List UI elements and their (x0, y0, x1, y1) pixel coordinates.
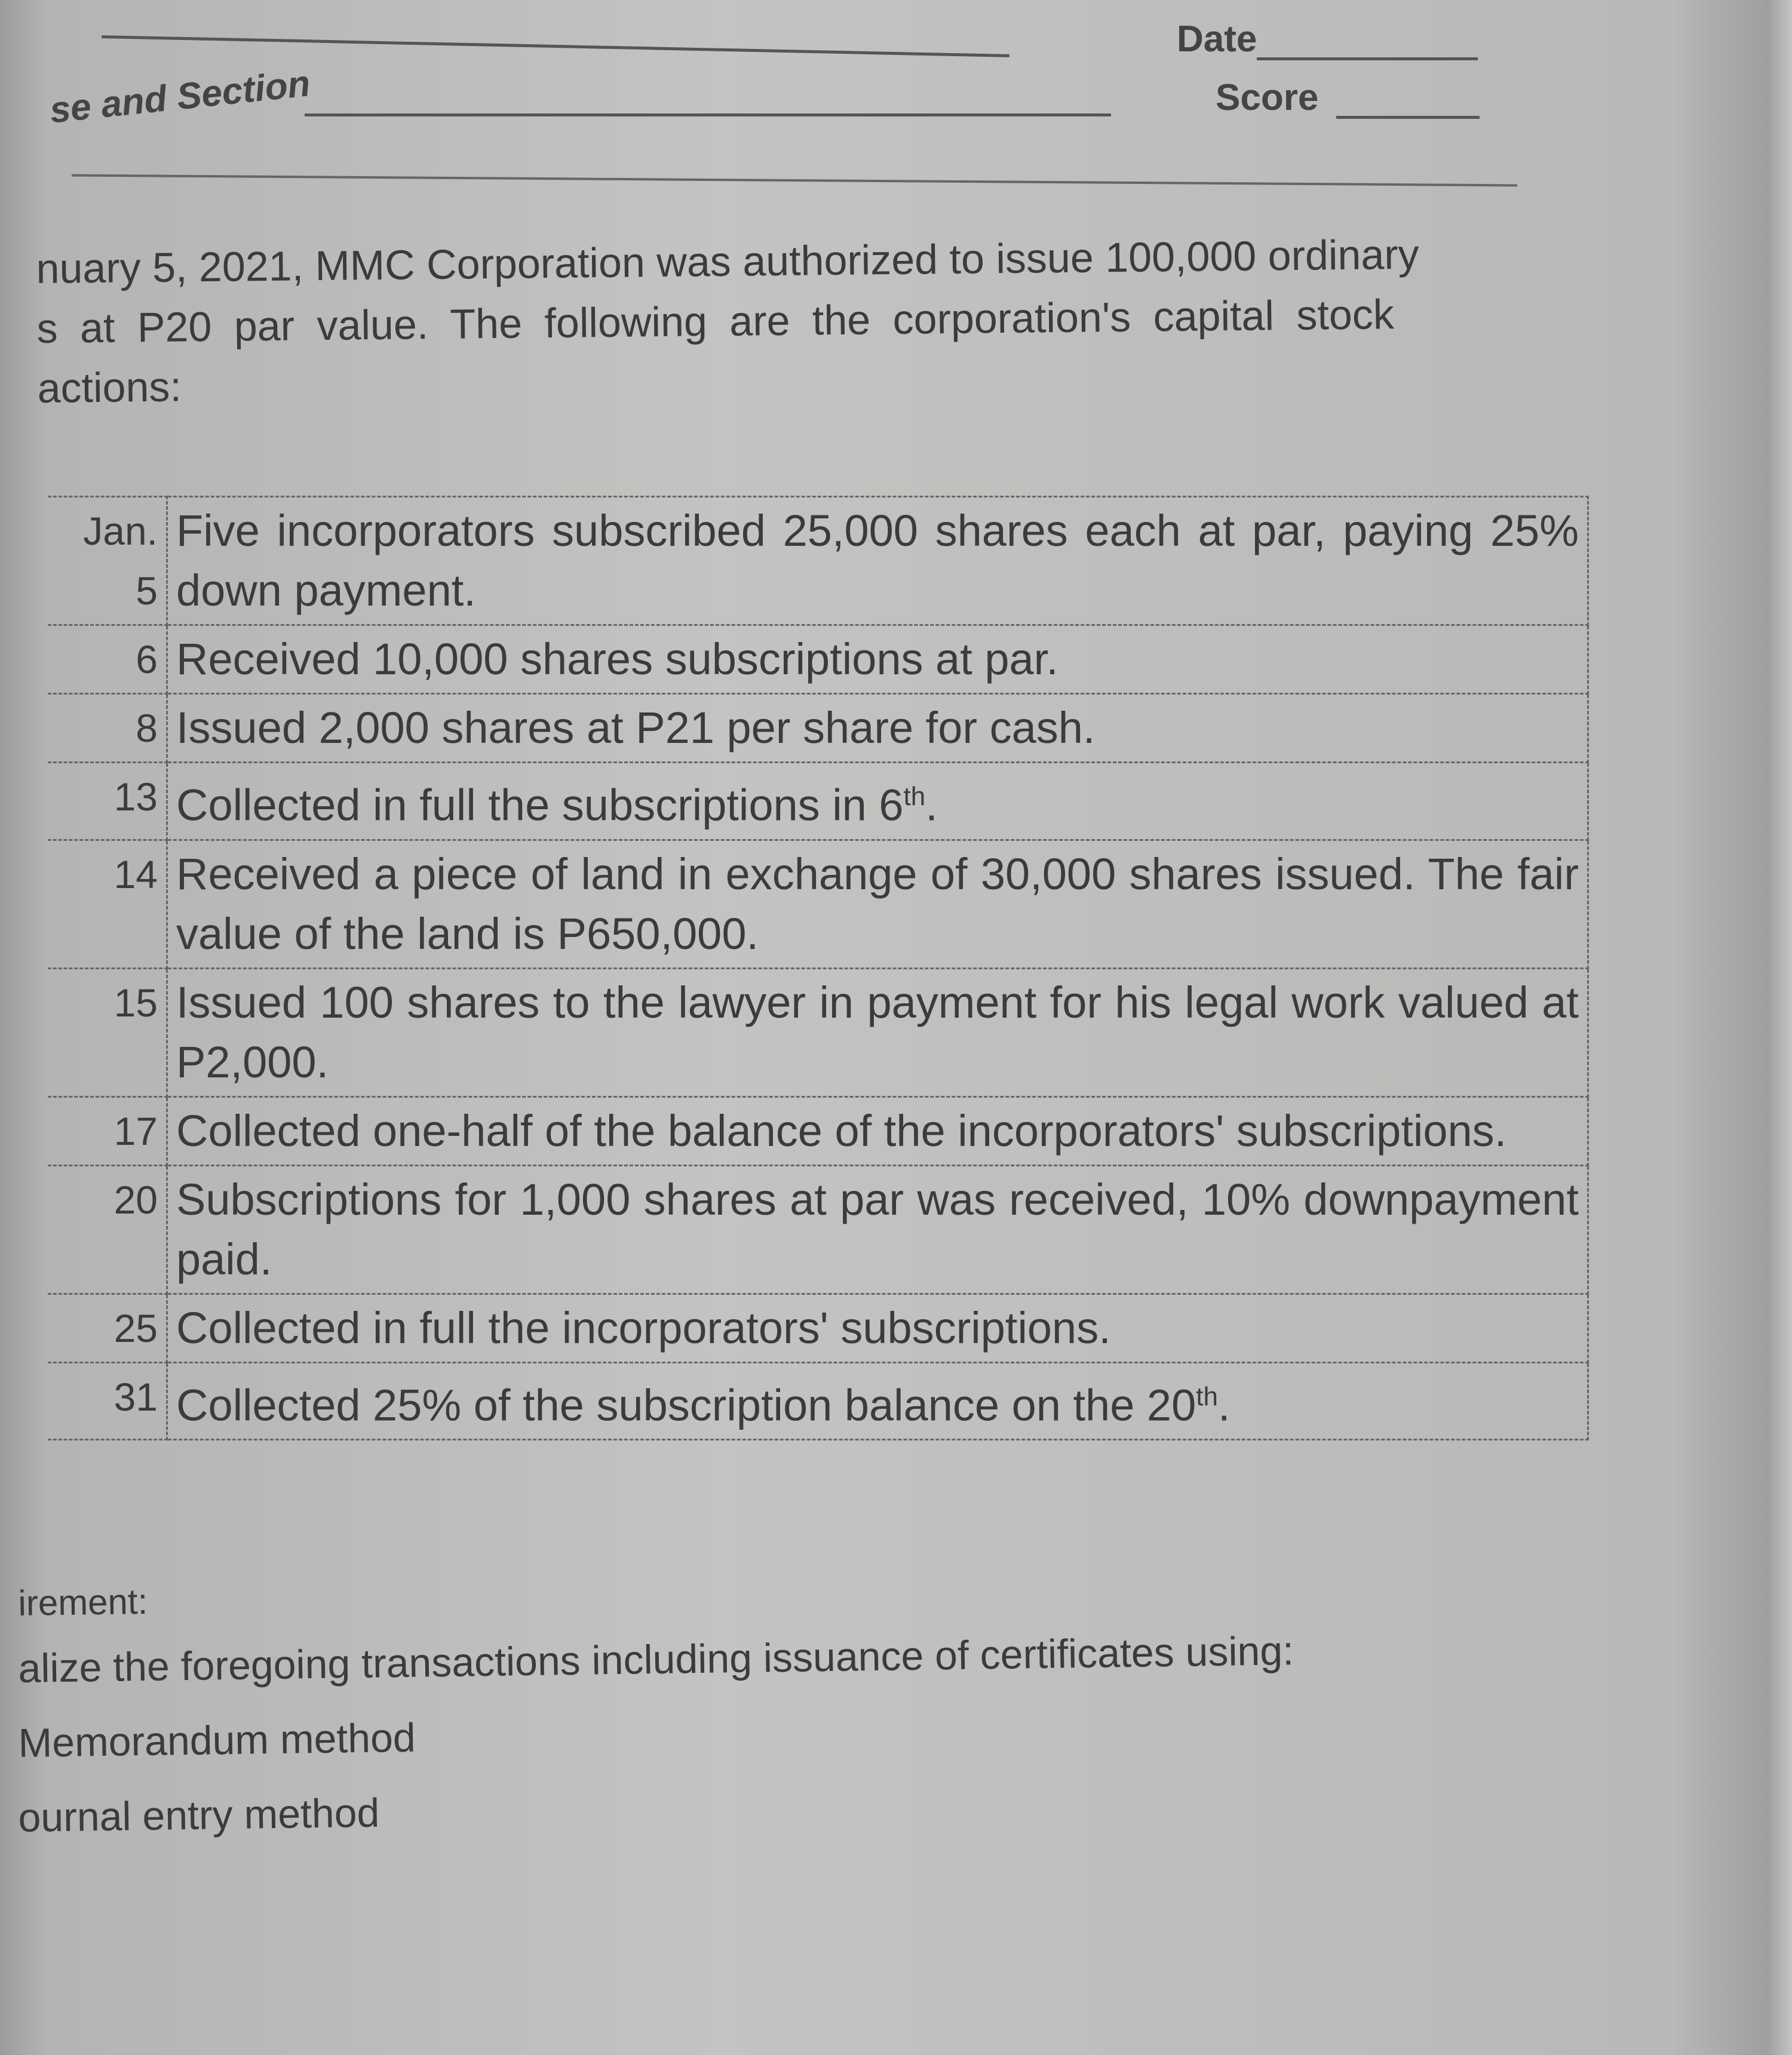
requirement-option-memorandum: Memorandum method (18, 1715, 416, 1766)
intro-paragraph (36, 223, 1531, 418)
transaction-description (167, 763, 1588, 840)
course-section-label: se and Section (48, 63, 312, 131)
transaction-row (48, 625, 1588, 694)
transaction-description (167, 1294, 1588, 1362)
transaction-text: Received a piece of land in exchange of 30,000 shares issued. The fair value of the land is P650,000. (176, 849, 1579, 959)
transaction-text: Collected one-half of the balance of the incorporators' subscriptions. (176, 1105, 1507, 1156)
transaction-text: Collected in full the subscriptions in 6 (176, 780, 904, 830)
transaction-row (48, 497, 1588, 625)
divider-line (72, 174, 1517, 187)
transaction-date: 17 (48, 1096, 167, 1165)
course-section-blank[interactable] (305, 113, 1111, 116)
intro-line: nuary 5, 2021, MMC Corporation was authorized to issue 100,000 ordinary (36, 231, 1419, 292)
transaction-text: Issued 100 shares to the lawyer in payment for his legal work valued at P2,000. (176, 977, 1579, 1087)
transaction-row (48, 840, 1588, 968)
transaction-date: 6 (48, 625, 167, 694)
transaction-description (167, 1165, 1588, 1294)
score-blank[interactable] (1336, 116, 1480, 119)
transaction-text: Collected 25% of the subscription balance on the 20 (176, 1380, 1196, 1430)
transaction-description (167, 694, 1588, 763)
score-field[interactable] (1216, 76, 1480, 119)
transaction-date: 14 (48, 840, 167, 968)
transaction-row (48, 1294, 1588, 1362)
name-blank[interactable] (102, 35, 1009, 57)
ordinal-suffix: th (1196, 1381, 1218, 1411)
transaction-date: 25 (48, 1294, 167, 1362)
transaction-row (48, 1362, 1588, 1440)
date-blank[interactable] (1257, 57, 1478, 60)
transaction-description (167, 840, 1588, 968)
transaction-date: 13 (48, 763, 167, 840)
date-field[interactable] (1177, 18, 1478, 60)
transaction-date: 31 (48, 1362, 167, 1440)
intro-line: s at P20 par value. The following are the corporation's capital stock (36, 291, 1395, 352)
requirement-label: irement: (18, 1581, 148, 1623)
transaction-text: Received 10,000 shares subscriptions at par. (176, 634, 1058, 684)
transaction-text: Issued 2,000 shares at P21 per share for cash. (176, 703, 1096, 752)
transaction-date: Jan. 5 (48, 497, 167, 625)
score-label: Score (1216, 77, 1319, 118)
transaction-tail: . (1217, 1380, 1231, 1430)
transaction-description (167, 1362, 1588, 1440)
ordinal-suffix: th (903, 782, 926, 811)
date-label: Date (1177, 19, 1257, 60)
transaction-row (48, 694, 1588, 763)
transaction-row (48, 1096, 1588, 1165)
transaction-description (167, 1096, 1588, 1165)
transaction-text: Subscriptions for 1,000 shares at par was received, 10% downpayment paid. (176, 1174, 1579, 1284)
transaction-text: Collected in full the incorporators' subscriptions. (176, 1303, 1111, 1353)
transaction-row (48, 1165, 1588, 1294)
transaction-row (48, 763, 1588, 840)
transaction-description (167, 625, 1588, 694)
transaction-description (167, 968, 1588, 1096)
transaction-date: 8 (48, 694, 167, 763)
transactions-table (48, 496, 1589, 1440)
transaction-date: 20 (48, 1165, 167, 1294)
transaction-row (48, 968, 1588, 1096)
requirement-instruction: alize the foregoing transactions including issuance of certificates using: (18, 1628, 1294, 1691)
transaction-text: Five incorporators subscribed 25,000 shares each at par, paying 25% down payment. (176, 506, 1579, 615)
requirement-option-journal: ournal entry method (18, 1790, 380, 1841)
transaction-description (167, 497, 1588, 625)
intro-line: actions: (37, 363, 182, 411)
transaction-date: 15 (48, 968, 167, 1096)
transaction-tail: . (925, 780, 938, 830)
